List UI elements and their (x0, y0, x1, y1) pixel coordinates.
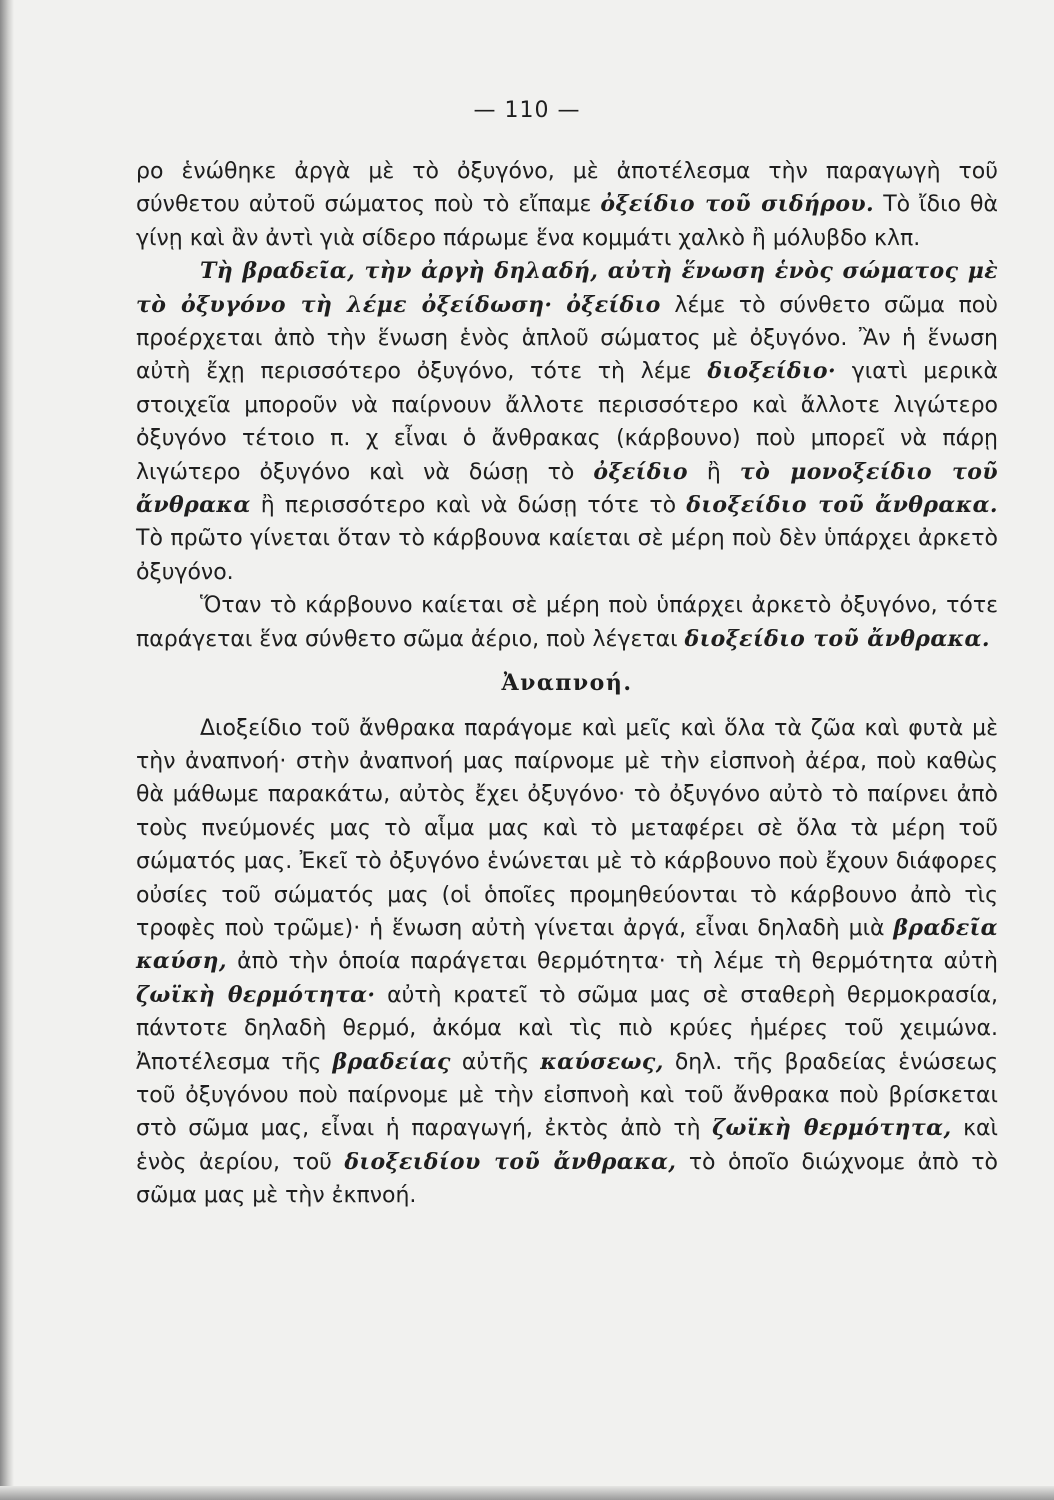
emphasis-slow-combustion: βραδεῖα καύση, (136, 914, 998, 975)
emphasis-animal-heat: ζωϊκὴ θερμότητα· (136, 981, 376, 1008)
emphasis-slow-oxidation: Τὴ βραδεῖα, τὴν ἀργὴ δηλαδή, αὐτὴ ἕνωση ἑνὸς σώματος μὲ τὸ ὀξυγόνο τὴ λέμε ὀξείδωση· (136, 258, 998, 318)
emphasis-carbon-dioxide: διοξείδιο τοῦ ἄνθρακα. (686, 492, 998, 519)
emphasis-combustion: καύσεως, (540, 1048, 664, 1075)
emphasis-iron-oxide: ὀξείδιο τοῦ σιδήρου. (600, 191, 875, 218)
page-bottom-edge-shadow (0, 1486, 1054, 1500)
emphasis-carbon-monoxide: τὸ μονοξείδιο τοῦ ἄνθρακα (136, 458, 998, 519)
emphasis-dioxide: διοξείδιο· (707, 358, 837, 385)
paragraph-iron-oxide: ρο ἑνώθηκε ἀργὰ μὲ τὸ ὀξυγόνο, μὲ ἀποτέλεσμα τὴν παραγωγὴ τοῦ σύνθετου αὐτοῦ σώματος ποὺ τὸ εἴπαμε ὀξείδιο τοῦ σιδήρου. Τὸ ἴδιο θὰ γίνῃ καὶ ἂν ἀντὶ γιὰ σίδερο πάρωμε ἕνα κομμάτι χαλκὸ ἢ μόλυβδο κλπ. (136, 159, 998, 251)
paragraph-oxidation-definition: Τὴ βραδεῖα, τὴν ἀργὴ δηλαδή, αὐτὴ ἕνωση ἑνὸς σώματος μὲ τὸ ὀξυγόνο τὴ λέμε ὀξείδωση· ὀξείδιο λέμε τὸ σύνθετο σῶμα ποὺ προέρχεται ἀπὸ τὴν ἕνωση ἑνὸς ἁπλοῦ σώματος μὲ ὀξυγόνο. Ἂν ἡ ἕνωση αὐτὴ ἔχῃ περισσότερο ὀξυγόνο, τότε τὴ λέμε διοξείδιο· γιατὶ μερικὰ στοιχεῖα μποροῦν νὰ παίρνουν ἄλλοτε περισσότερο καὶ ἄλλοτε λιγώτερο ὀξυγόνο τέτοιο π. χ εἶναι ὁ ἄνθρακας (κάρβουνο) ποὺ μπορεῖ νὰ πάρῃ λιγώτερο ὀξυγόνο καὶ νὰ δώσῃ τὸ ὀξείδιο ἢ τὸ μονοξείδιο τοῦ ἄνθρακα ἢ περισσότερο καὶ νὰ δώσῃ τότε τὸ διοξείδιο τοῦ ἄνθρακα. Τὸ πρῶτο γίνεται ὅταν τὸ κάρβουνα καίεται σὲ μέρη ποὺ δὲν ὑπάρχει ἀρκετὸ ὀξυγόνο. (136, 258, 998, 585)
emphasis-carbon-dioxide-2: διοξείδιο τοῦ ἄνθρακα. (684, 625, 990, 652)
page-number: — 110 — (473, 98, 581, 123)
page-body (136, 155, 998, 1213)
section-heading-respiration: Ἀναπνοή. (501, 670, 633, 697)
emphasis-slow: βραδείας (332, 1048, 451, 1075)
paragraph-carbon-burning: Ὅταν τὸ κάρβουνο καίεται σὲ μέρη ποὺ ὑπάρχει ἀρκετὸ ὀξυγόνο, τότε παράγεται ἕνα σύνθετο σῶμα ἀέριο, ποὺ λέγεται διοξείδιο τοῦ ἄνθρακα. (136, 593, 998, 652)
page-left-edge-shadow (0, 0, 14, 1500)
emphasis-animal-heat-2: ζωϊκὴ θερμότητα, (712, 1115, 952, 1142)
paragraph-respiration: Διοξείδιο τοῦ ἄνθρακα παράγομε καὶ μεῖς καὶ ὅλα τὰ ζῶα καὶ φυτὰ μὲ τὴν ἀναπνοή· στὴν ἀναπνοή μας παίρνομε μὲ τὴν εἰσπνοὴ ἀέρα, ποὺ καθὼς θὰ μάθωμε παρακάτω, αὐτὸς ἔχει ὀξυγόνο· τὸ ὀξυγόνο αὐτὸ τὸ παίρνει ἀπὸ τοὺς πνεύμονές μας τὸ αἷμα μας καὶ τὸ μεταφέρει σὲ ὅλα τὰ μέρη τοῦ σώματός μας. Ἐκεῖ τὸ ὀξυγόνο ἑνώνεται μὲ τὸ κάρβουνο ποὺ ἔχουν διάφορες οὐσίες τοῦ σώματός μας (οἱ ὁποῖες προμηθεύονται τὸ κάρβουνο ἀπὸ τὶς τροφὲς ποὺ τρῶμε)· ἡ ἕνωση αὐτὴ γίνεται ἀργά, εἶναι δηλαδὴ μιὰ βραδεῖα καύση, ἀπὸ τὴν ὁποία παράγεται θερμότητα· τὴ λέμε τὴ θερμότητα αὐτὴ ζωϊκὴ θερμότητα· αὐτὴ κρατεῖ τὸ σῶμα μας σὲ σταθερὴ θερμοκρασία, πάντοτε δηλαδὴ θερμό, ἀκόμα καὶ τὶς πιὸ κρύες ἡμέρες τοῦ χειμώνα. Ἀποτέλεσμα τῆς βραδείας αὐτῆς καύσεως, δηλ. τῆς βραδείας ἑνώσεως τοῦ ὀξυγόνου ποὺ παίρνομε μὲ τὴν εἰσπνοὴ καὶ τοῦ ἄνθρακα ποὺ βρίσκεται στὸ σῶμα μας, εἶναι ἡ παραγωγή, ἐκτὸς ἀπὸ τὴ ζωϊκὴ θερμότητα, καὶ ἑνὸς ἀερίου, τοῦ διοξειδίου τοῦ ἄνθρακα, τὸ ὁποῖο διώχνομε ἀπὸ τὸ σῶμα μας μὲ τὴν ἐκπνοή. (136, 715, 999, 1209)
emphasis-carbon-dioxide-3: διοξειδίου τοῦ ἄνθρακα, (344, 1148, 677, 1175)
emphasis-oxide: ὀξείδιο (566, 291, 661, 318)
emphasis-oxide-2: ὀξείδιο (593, 458, 688, 485)
